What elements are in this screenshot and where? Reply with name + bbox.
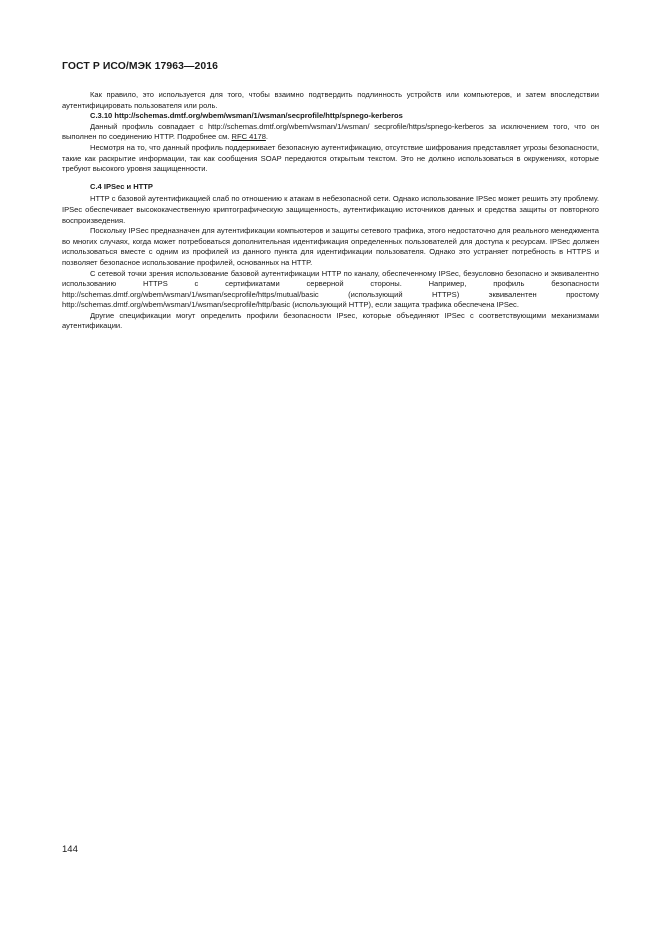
paragraph: Другие спецификации могут определить профили безопасности IPsec, которые объединяют IPSec с соответствующими механизмами аутентификации. bbox=[62, 310, 599, 331]
paragraph-text: Данный профиль совпадает с http://schemas.dmtf.org/wbem/wsman/1/wsman/ secprofile/https/spnego-kerberos за исключением того, что он выполнен по соединению HTTP. Подробнее см. bbox=[62, 121, 599, 142]
section-heading-c4: C.4 IPSec и HTTP bbox=[90, 181, 153, 191]
rfc-link[interactable]: RFC 4178 bbox=[231, 132, 266, 142]
page-number: 144 bbox=[62, 844, 78, 855]
document-body bbox=[62, 90, 599, 332]
paragraph: С сетевой точки зрения использование базовой аутентификации HTTP по каналу, обеспеченному IPSec, безусловно безопасно и эквивалентно использованию HTTPS с сертификатами серверной стороны. Например, профиль безопасности http://schemas.dmtf.org/wbem/wsman/1/wsman/secprofile/https/mutual/basic (использующий HTTPS) эквивалентен простому http://schemas.dmtf.org/wbem/wsman/1/wsman/secprofile/http/basic (использующий HTTP), если защита трафика обеспечена IPSec. bbox=[62, 268, 599, 310]
paragraph: Как правило, это используется для того, чтобы взаимно подтвердить подлинность устройств или компьютеров, и затем впоследствии аутентифицировать пользователя или роль. bbox=[62, 90, 599, 110]
paragraph-end: . bbox=[265, 132, 269, 142]
paragraph bbox=[62, 122, 599, 143]
paragraph: HTTP с базовой аутентификацией слаб по отношению к атакам в небезопасной сети. Однако использование IPSec может решить эту проблему. IPSec обеспечивает высококачественную криптографическую защищенность, аутентификацию источников данных и средства защиты от повторного воспроизведения. bbox=[62, 194, 599, 225]
paragraph: Несмотря на то, что данный профиль поддерживает безопасную аутентификацию, отсутствие шифрования представляет угрозы безопасности, такие как раскрытие информации, так как сообщения SOAP передаются открытым текстом. Это не должно использоваться в окружениях, которые требуют высокого уровня защищенности. bbox=[62, 142, 599, 174]
paragraph: Поскольку IPSec предназначен для аутентификации компьютеров и защиты сетевого трафика, этого недостаточно для реального менеджмента во многих случаях, когда может потребоваться дополнительная идентификация определенных пользователей для доступа к ресурсам. IPSec должен использоваться вместе с одним из профилей из данного пункта для идентификации пользователя. Однако это устраняет потребность в HTTPS и позволяет безопасное использование профилей, основанных на HTTP. bbox=[62, 226, 599, 267]
section-heading-c310: C.3.10 http://schemas.dmtf.org/wbem/wsman/1/wsman/secprofile/http/spnego-kerberos bbox=[90, 111, 403, 121]
document-header: ГОСТ Р ИСО/МЭК 17963—2016 bbox=[62, 61, 218, 72]
